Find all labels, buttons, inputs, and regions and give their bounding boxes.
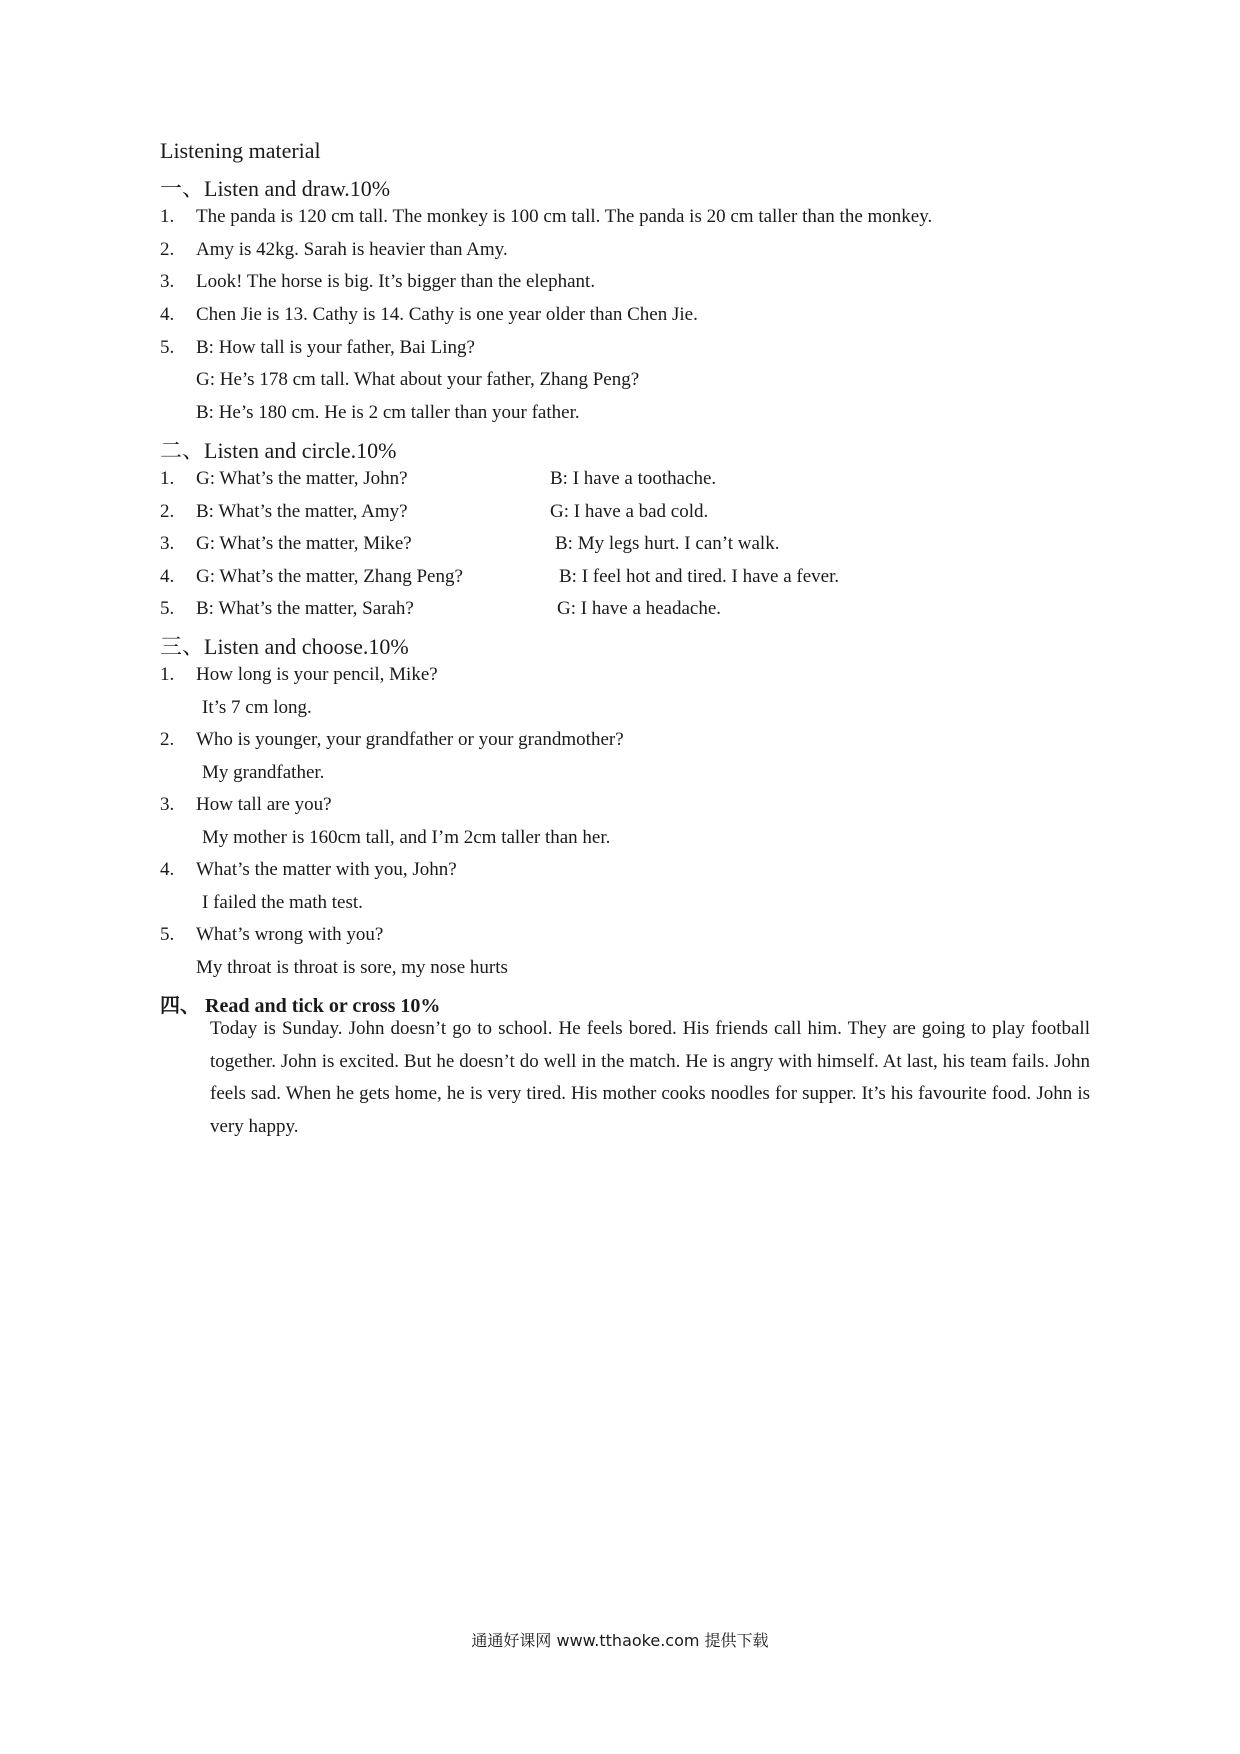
s2-item-3-question: G: What’s the matter, Mike? [196, 533, 412, 554]
s3-item-4-question: What’s the matter with you, John? [196, 859, 457, 880]
section-2-heading: 二、Listen and circle.10% [160, 438, 397, 463]
s1-item-3-number: 3. [160, 271, 175, 292]
s3-item-3-number: 3. [160, 794, 175, 815]
s3-item-2-number: 2. [160, 729, 175, 750]
s3-item-4-answer: I failed the math test. [202, 892, 363, 913]
s2-item-5-question: B: What’s the matter, Sarah? [196, 598, 414, 619]
s1-item-1-text: The panda is 120 cm tall. The monkey is 100 cm tall. The panda is 20 cm taller than the monkey. [196, 206, 933, 227]
s1-item-2-text: Amy is 42kg. Sarah is heavier than Amy. [196, 239, 508, 260]
s2-item-5-answer: G: I have a headache. [557, 598, 722, 619]
s1-item-2-number: 2. [160, 239, 175, 260]
s3-item-5-answer: My throat is throat is sore, my nose hurts [196, 957, 508, 978]
s2-item-2-number: 2. [160, 501, 175, 522]
s3-item-4-number: 4. [160, 859, 175, 880]
s1-item-5-line-2: G: He’s 178 cm tall. What about your father, Zhang Peng? [196, 369, 640, 390]
s1-item-3-text: Look! The horse is big. It’s bigger than the elephant. [196, 271, 596, 292]
s3-item-2-question: Who is younger, your grandfather or your grandmother? [196, 729, 624, 750]
s2-item-4-number: 4. [160, 566, 175, 587]
s1-item-5-number: 5. [160, 337, 175, 358]
s2-item-4-answer: B: I feel hot and tired. I have a fever. [559, 566, 840, 587]
s3-item-3-question: How tall are you? [196, 794, 332, 815]
s1-item-4-text: Chen Jie is 13. Cathy is 14. Cathy is one year older than Chen Jie. [196, 304, 698, 325]
document-title: Listening material [160, 138, 321, 163]
s2-item-2-answer: G: I have a bad cold. [550, 501, 709, 522]
s3-item-1-number: 1. [160, 664, 175, 685]
s3-item-1-question: How long is your pencil, Mike? [196, 664, 438, 685]
s3-item-2-answer: My grandfather. [202, 762, 325, 783]
reading-passage: Today is Sunday. John doesn’t go to school. He feels bored. His friends call him. They are going to play football together. John is excited. But he doesn’t do well in the match. He is angry with himself. At last, his team fails. John feels sad. When he gets home, he is very tired. His mother cooks noodles for supper. It’s his favourite food. John is very happy. [210, 1018, 1090, 1137]
s3-item-5-number: 5. [160, 924, 175, 945]
section-1-heading: 一、Listen and draw.10% [160, 176, 391, 201]
s2-item-2-question: B: What’s the matter, Amy? [196, 501, 408, 522]
s2-item-4-question: G: What’s the matter, Zhang Peng? [196, 566, 463, 587]
s3-item-3-answer: My mother is 160cm tall, and I’m 2cm taller than her. [202, 827, 611, 848]
s2-item-3-number: 3. [160, 533, 175, 554]
footer-source: 通通好课网 www.tthaoke.com 提供下载 [471, 1631, 769, 1650]
section-4-heading: 四、 Read and tick or cross 10% [160, 995, 441, 1017]
s1-item-1-number: 1. [160, 206, 175, 227]
s1-item-4-number: 4. [160, 304, 175, 325]
s3-item-5-question: What’s wrong with you? [196, 924, 384, 945]
s2-item-1-answer: B: I have a toothache. [550, 468, 717, 489]
s2-item-1-number: 1. [160, 468, 175, 489]
s1-item-5-text: B: How tall is your father, Bai Ling? [196, 337, 475, 358]
section-3-heading: 三、Listen and choose.10% [160, 634, 409, 659]
s2-item-5-number: 5. [160, 598, 175, 619]
s2-item-1-question: G: What’s the matter, John? [196, 468, 408, 489]
s3-item-1-answer: It’s 7 cm long. [202, 697, 312, 718]
s1-item-5-line-3: B: He’s 180 cm. He is 2 cm taller than your father. [196, 402, 580, 423]
s2-item-3-answer: B: My legs hurt. I can’t walk. [555, 533, 780, 554]
